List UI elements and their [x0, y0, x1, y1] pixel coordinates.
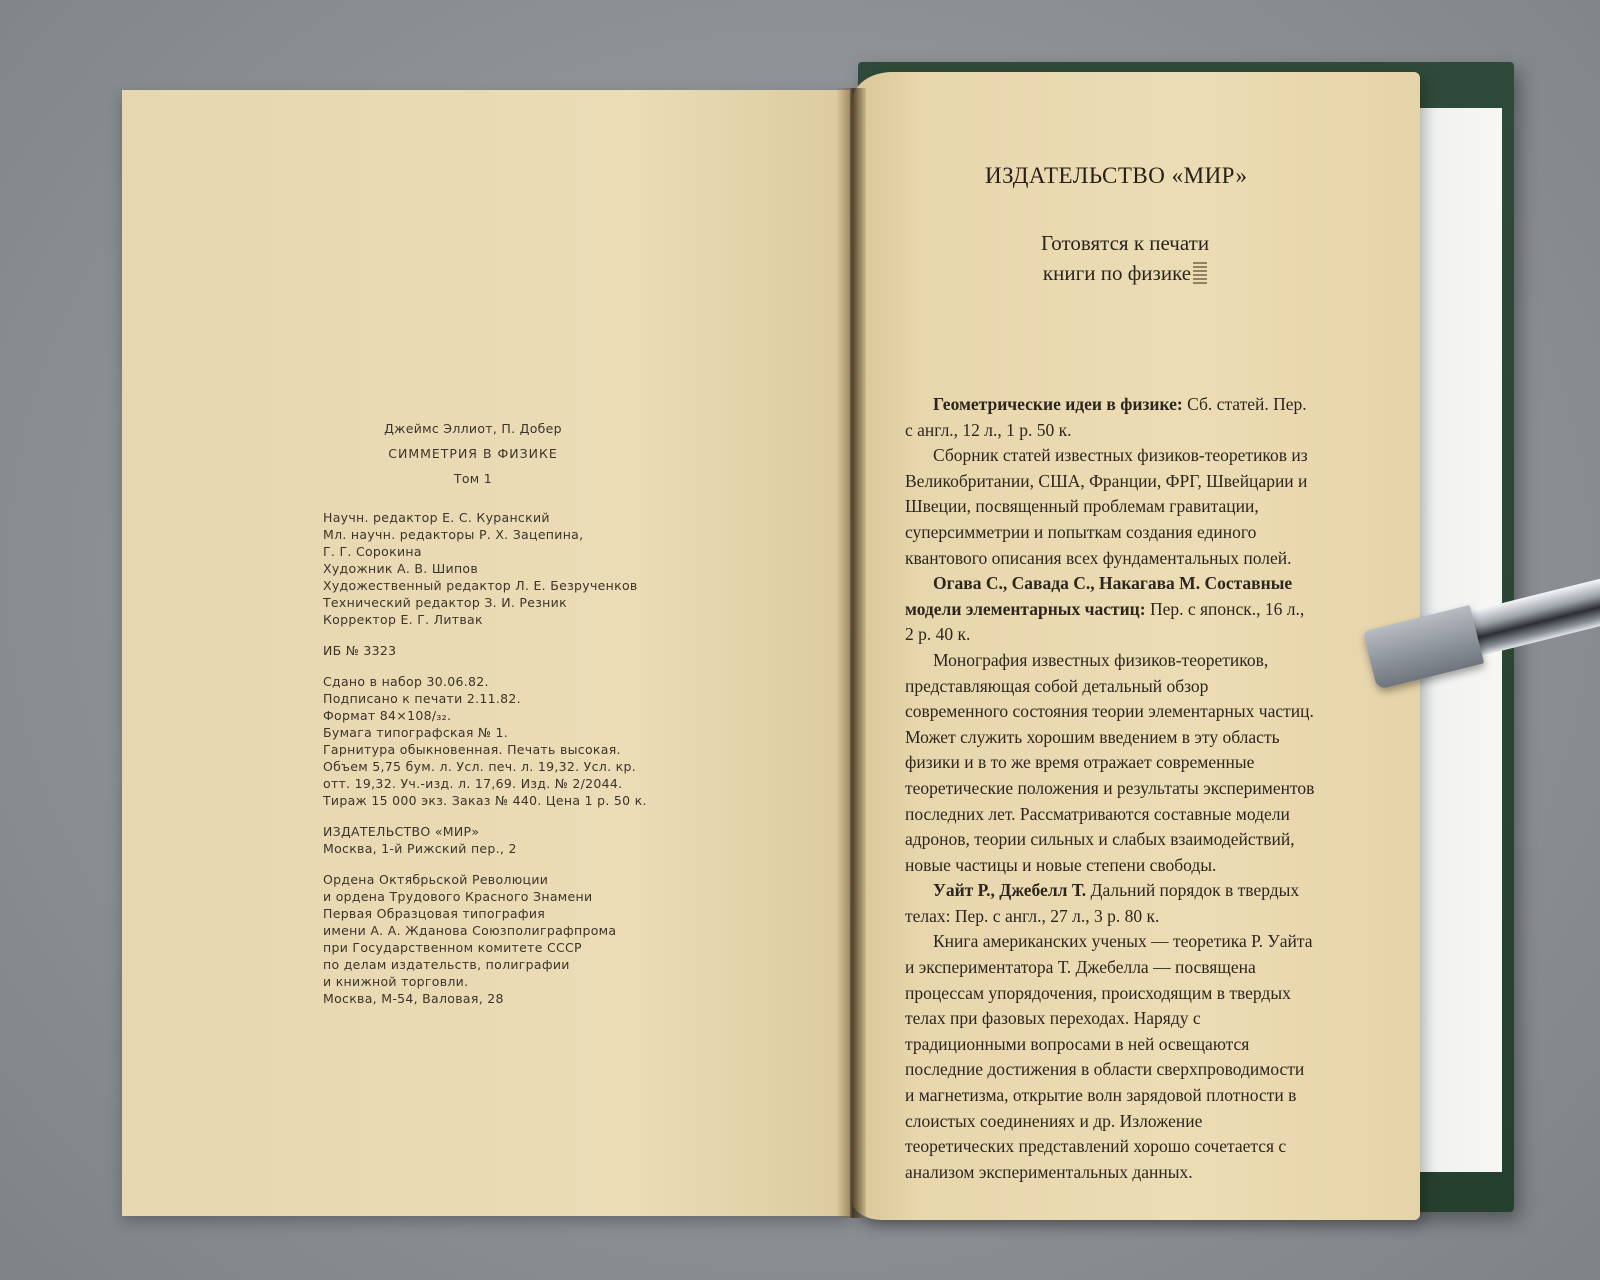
imprint-editors — [323, 509, 743, 628]
publisher-line: Москва, 1-й Рижский пер., 2 — [323, 841, 517, 856]
entry-description: Сборник статей известных физиков-теоретиков из Великобритании, США, Франции, ФРГ, Швейцарии и Швеции, посвященный проблемам гравитации, суперсимметрии и попыткам создания единого квантового описания всех фундаментальных полей. — [905, 445, 1308, 568]
production-line: Подписано к печати 2.11.82. — [323, 691, 521, 706]
imprint-authors: Джеймс Эллиот, П. Добер — [384, 421, 562, 436]
editor-line: Художник А. В. Шипов — [323, 561, 479, 576]
imprint-publisher — [323, 823, 743, 857]
book-gutter — [836, 88, 866, 1218]
announcement-entry — [905, 571, 1315, 648]
printer-line: по делам издательств, полиграфии — [323, 957, 570, 972]
announcement-entry — [905, 878, 1315, 929]
announcement-entry — [905, 392, 1315, 443]
entry-info: Сб. статей. Пер. с англ., 12 л., 1 р. 50 к. — [905, 394, 1307, 440]
subtitle-line-2 — [1015, 258, 1235, 288]
editor-line: Мл. научн. редакторы Р. Х. Зацепина, — [323, 527, 584, 542]
printer-line: и ордена Трудового Красного Знамени — [323, 889, 593, 904]
production-line: Бумага типографская № 1. — [323, 725, 509, 740]
imprint-ib: ИБ № 3323 — [323, 643, 397, 658]
production-line: Тираж 15 000 экз. Заказ № 440. Цена 1 р. 50 к. — [323, 793, 647, 808]
editor-line: Технический редактор З. И. Резник — [323, 595, 567, 610]
entry-title: Геометрические идеи в физике: — [933, 394, 1183, 414]
production-line: Сдано в набор 30.06.82. — [323, 674, 489, 689]
editor-line: Корректор Е. Г. Литвак — [323, 612, 483, 627]
entry-description: Монография известных физиков-теоретиков, представляющая собой детальный обзор современного состояния теории элементарных частиц. Может служить хорошим введением в эту область физики и в то же время отражает современные теоретические положения и результаты экспериментов последних лет. Рассматриваются составные модели адронов, теории сильных и слабых взаимодействий, новые частицы и новые степени свободы. — [905, 649, 1315, 875]
printer-line: Ордена Октябрьской Революции — [323, 872, 549, 887]
production-line: Формат 84×108/₃₂. — [323, 708, 452, 723]
entry-title-rest: Дальний порядок в твердых телах: — [905, 880, 1300, 926]
editor-line: Г. Г. Сорокина — [323, 544, 422, 559]
printer-line: Первая Образцовая типография — [323, 906, 546, 921]
entry-title: Уайт Р., Джебелл Т. — [933, 880, 1087, 901]
production-line: Объем 5,75 бум. л. Усл. печ. л. 19,32. Усл. кр. — [323, 759, 636, 774]
production-line: отт. 19,32. Уч.-изд. л. 17,69. Изд. № 2/2044. — [323, 776, 623, 791]
imprint-printer — [323, 871, 743, 1007]
printer-line: и книжной торговли. — [323, 974, 469, 989]
imprint-title: СИММЕТРИЯ В ФИЗИКЕ — [388, 446, 558, 461]
imprint-production — [323, 673, 743, 809]
imprint-block — [323, 420, 743, 1007]
entry-description: Книга американских ученых — теоретика Р. Уайта и экспериментатора Т. Джебелла — посвящена процессам упорядочения, происходящим в твердых телах при фазовых переходах. Наряду с традиционными вопросами в ней освещаются последние достижения в области сверхпроводимости и магнетизма, открытие волн зарядовой плотности в слоистых соединениях и др. Изложение теоретических представлений хорошо сочетается с анализом экспериментальных данных. — [905, 931, 1313, 1182]
subtitle-line-2-text: книги по физике — [1042, 261, 1192, 285]
printer-line: имени А. А. Жданова Союзполиграфпрома — [323, 923, 617, 938]
entry-info: Пер. с англ., 27 л., 3 р. 80 к. — [950, 905, 1160, 926]
subtitle-line-1: Готовятся к печати — [1040, 231, 1210, 255]
entry-title-rest: Накагава М. Составные модели элементарных частиц: — [905, 573, 1293, 619]
editor-line: Художественный редактор Л. Е. Безрученков — [323, 578, 638, 593]
library-stamp-mark — [1193, 262, 1207, 284]
entry-title: Огава С., Савада С., — [933, 573, 1095, 594]
right-publisher-heading: ИЗДАТЕЛЬСТВО «МИР» — [985, 163, 1248, 188]
entry-info: Пер. с японск., 16 л., 2 р. 40 к. — [905, 598, 1305, 645]
printer-line: Москва, М-54, Валовая, 28 — [323, 991, 504, 1006]
production-line: Гарнитура обыкновенная. Печать высокая. — [323, 742, 621, 757]
printer-line: при Государственном комитете СССР — [323, 940, 582, 955]
publisher-line: ИЗДАТЕЛЬСТВО «МИР» — [323, 824, 480, 839]
book-announcements — [905, 392, 1315, 1185]
imprint-volume: Том 1 — [453, 471, 493, 486]
editor-line: Научн. редактор Е. С. Куранский — [323, 510, 550, 525]
right-subtitle — [1015, 228, 1235, 288]
